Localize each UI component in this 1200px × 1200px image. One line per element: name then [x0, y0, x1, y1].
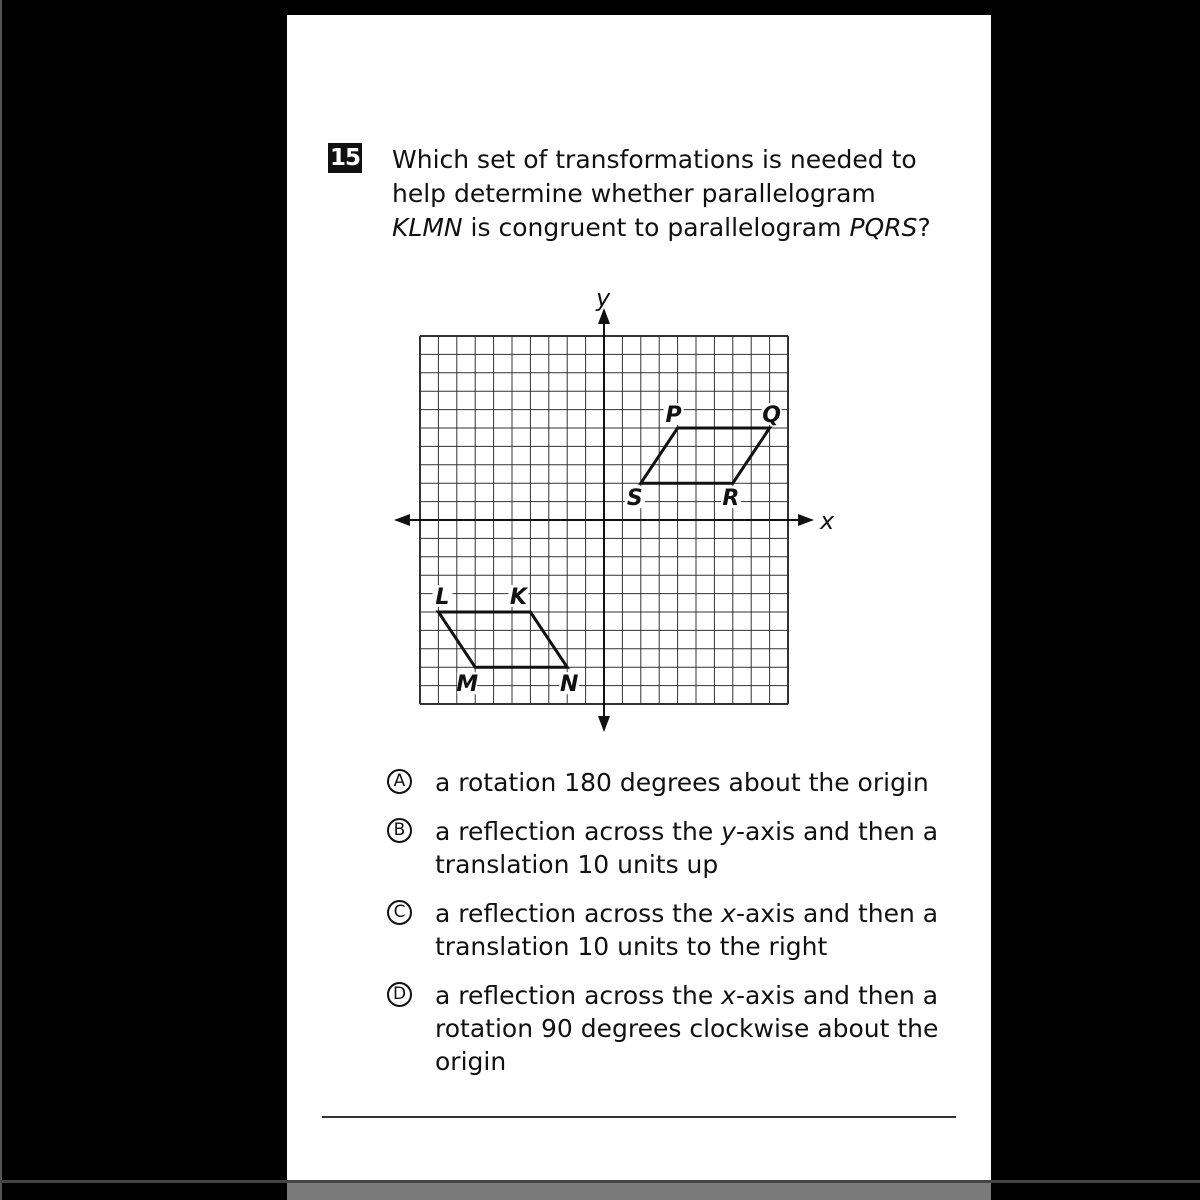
choice-line: a reflection across the x-axis and then a: [435, 899, 939, 928]
choice-b-bubble[interactable]: B: [387, 818, 412, 843]
point-label-p: P: [665, 403, 682, 428]
choice-line: origin: [435, 1047, 507, 1076]
y-axis-arrow-down: [598, 716, 610, 732]
stem-line-2: help determine whether parallelogram: [392, 179, 876, 208]
choice-a-text: [435, 766, 977, 799]
parallelogram-pqrs: [641, 428, 770, 483]
choice-d-bubble[interactable]: D: [387, 982, 412, 1007]
y-axis-label: y: [596, 284, 611, 312]
point-label-n: N: [559, 672, 579, 698]
choice-b[interactable]: [387, 815, 977, 881]
stem-line-1: Which set of transformations is needed to: [392, 145, 917, 174]
parallelogram-klmn: [438, 612, 567, 667]
choice-c-text: [435, 897, 977, 963]
question-number: 15: [329, 145, 360, 171]
choice-a[interactable]: [387, 766, 977, 799]
page-bottom-strip: [287, 1183, 991, 1200]
choice-line: translation 10 units to the right: [435, 932, 828, 961]
bottom-rule: [322, 1116, 956, 1118]
coordinate-graph: [380, 270, 840, 740]
axes: [394, 284, 835, 732]
choice-a-bubble[interactable]: A: [387, 769, 412, 794]
choice-b-text: [435, 815, 977, 881]
point-label-k: K: [509, 585, 527, 610]
choice-c[interactable]: [387, 897, 977, 963]
choice-c-bubble[interactable]: C: [387, 900, 412, 925]
choice-line: rotation 90 degrees clockwise about the: [435, 1014, 939, 1043]
choice-line: a reflection across the y-axis and then a: [435, 817, 939, 846]
frame-edge: [0, 0, 2, 1200]
point-label-q: Q: [762, 403, 781, 428]
choice-d-text: [435, 979, 977, 1078]
stem-line-3: [392, 211, 972, 245]
frame-edge-bottom: [0, 1180, 1200, 1183]
shape-name-pqrs: PQRS: [849, 213, 918, 242]
question-stem: [392, 143, 972, 245]
choice-line: a rotation 180 degrees about the origin: [435, 768, 929, 797]
x-axis-label: x: [820, 507, 835, 535]
point-label-r: R: [722, 486, 740, 512]
point-label-m: M: [456, 672, 479, 698]
stem-question-mark: ?: [917, 213, 931, 242]
x-axis-arrow-right: [798, 514, 814, 526]
point-label-l: L: [435, 585, 450, 610]
choice-d[interactable]: [387, 979, 977, 1078]
x-axis-arrow-left: [394, 514, 410, 526]
stem-line-3-text: is congruent to parallelogram: [462, 213, 850, 242]
point-labels: [432, 403, 781, 697]
point-label-s: S: [626, 486, 643, 512]
choice-line: a reflection across the x-axis and then a: [435, 981, 939, 1010]
answer-choices: [387, 766, 977, 1094]
choice-line: translation 10 units up: [435, 850, 719, 879]
shape-name-klmn: KLMN: [392, 213, 463, 242]
